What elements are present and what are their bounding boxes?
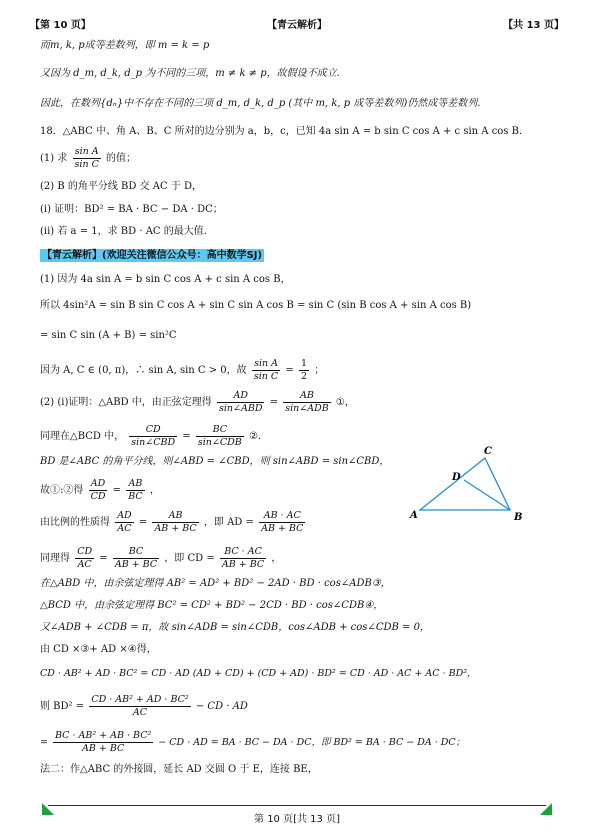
text: △BCD 中，由余弦定理得 BC² = CD² + BD² − 2CD · BD · cos∠CDB [40,600,365,611]
text: ， [380,578,391,589]
page-footer: 第 10 页[共 13 页] [254,814,340,825]
numerator: BC · AC [220,546,266,559]
text: ； [314,365,325,376]
triangle-figure [410,440,535,530]
text: − CD · AD [195,701,248,712]
fraction [73,146,101,171]
numerator: AB · AC [259,510,305,523]
fraction [89,694,190,719]
denominator: 2 [300,371,307,382]
fraction [129,424,177,449]
fraction [259,510,305,535]
text: = [112,485,122,496]
numerator: AD [89,478,108,491]
numerator: AB [152,510,198,523]
fraction [217,390,264,415]
text: = [269,397,279,408]
denominator: sin∠CBD [131,437,176,448]
fraction [115,510,133,535]
solution-line [40,390,355,415]
text: ， [344,397,355,408]
text: 则 BD² = [40,701,85,712]
text: ，即 AD = [203,517,254,528]
text: = [99,553,108,564]
numerator: AD [217,390,264,403]
numerator: CD [77,546,93,557]
text: = [138,517,148,528]
solution-line [40,644,157,656]
denominator: AB + BC [221,559,265,570]
numerator: sin A [252,358,280,371]
solution-line [40,424,261,449]
solution-line [40,478,160,503]
fraction [152,510,198,535]
denominator: AC [77,559,92,570]
text: 由 CD × [40,644,81,655]
denominator: CD [90,491,106,502]
numerator: AB [126,478,144,491]
circled-number: ① [335,397,345,408]
denominator: AB + BC [114,559,158,570]
label-c: C [484,446,492,457]
label-b: B [514,512,523,523]
solution-line [40,358,324,383]
solution-line [40,510,307,535]
circled-number: ③ [371,578,381,589]
text: ，即 CD = [164,553,215,564]
label-a: A [410,510,418,521]
numerator: BC · AB² + AB · BC² [55,730,152,741]
circled-number: ④ [364,600,374,611]
fraction [126,478,144,503]
solution-line: BD 是∠ABC 的角平分线，则∠ABD = ∠CBD，则 sin∠ABD = sin∠CBD， [40,456,390,467]
solution-line: 法二：作△ABC 的外接圆，延长 AD 交圆 O 于 E，连接 BE， [40,764,318,775]
text: . [257,431,262,442]
numerator: AB [283,390,330,403]
fraction [53,730,153,755]
numerator: BC [196,424,244,437]
text: 同理得 [40,553,70,564]
numerator: AD [117,510,132,521]
denominator: sin C [74,159,99,170]
solution-line: = sin C sin (A + B) = sin²C [40,330,177,341]
denominator: sin C [253,371,279,382]
header-center: 【青云解析】 [267,20,327,31]
text: ， [373,600,384,611]
header-right: 【共 13 页】 [503,20,564,31]
question-18: 18．△ABC 中、角 A、B、C 所对的边分别为 a，b，c，已知 4a sin A = b sin C cos A + c sin A cos B． [40,126,529,137]
solution-line: (1) 因为 4a sin A = b sin C cos A + c sin A cos B， [40,274,291,285]
page-header [30,16,564,32]
text-line: 又因为 d_m, d_k, d_p 为不同的三项，m ≠ k ≠ p，故假设不成立. [40,68,340,79]
denominator: AC [117,523,132,534]
text: 同理在△BCD 中， [40,431,125,442]
text: 得 [73,485,84,496]
denominator: sin∠ABD [219,403,263,414]
denominator: AB + BC [261,523,304,534]
solution-line [40,578,391,590]
solution-line [40,600,383,612]
text: 的值； [106,153,137,164]
text: ， [271,553,282,564]
numerator: CD [129,424,177,437]
solution-line: CD · AB² + AD · BC² = CD · AD (AD + CD) + (CD + AD) · BD² = CD · AD · AC + AC · BD²， [40,668,477,679]
text: = [182,431,191,442]
fraction [75,546,94,571]
text: ， [149,485,160,496]
denominator: sin∠ADB [285,403,329,414]
fraction [89,478,108,503]
circled-number: ④ [127,644,137,655]
circled-number: ① [50,485,60,496]
question-18-part2i: (i) 证明：BD² = BA · BC − DA · DC； [40,204,223,215]
text: 由比例的性质得 [40,517,110,528]
text: 因为 A, C ∈ (0, π)，∴ sin A, sin C > 0，故 [40,365,247,376]
fraction [220,546,266,571]
banner-text: 【青云解析】(欢迎关注微信公众号：高中数学SJ) [42,250,263,261]
solution-line: 所以 4sin²A = sin B sin C cos A + sin C sin A cos B = sin C (sin B cos A + sin A cos B) [40,300,472,311]
text: (2) (i)证明：△ABD 中，由正弦定理得 [40,397,212,408]
numerator: sin A [73,146,101,159]
text: = [285,365,294,376]
numerator: CD · AB² + AD · BC² [91,694,189,705]
circled-number: ② [63,485,74,496]
fraction [252,358,280,383]
triangle-abc [420,458,510,510]
header-left: 【第 10 页】 [30,20,91,31]
analysis-banner [40,250,264,262]
fraction [299,358,309,383]
text: : [60,485,64,496]
numerator: BC [113,546,159,559]
circled-number: ③ [80,644,90,655]
footer-divider [48,805,546,806]
question-18-part1 [40,146,136,171]
solution-line [40,694,248,719]
text: = [40,737,48,748]
denominator: AB + BC [82,743,125,754]
denominator: AB + BC [154,523,197,534]
fraction [283,390,330,415]
text: + AD × [89,644,128,655]
fraction [113,546,159,571]
text-line: 而m, k, p成等差数列，即 m = k = p [40,40,210,51]
solution-line [40,546,281,571]
numerator: 1 [300,358,307,369]
denominator: AC [132,707,148,718]
text: (1) 求 [40,153,68,164]
text: 得， [136,644,157,655]
denominator: BC [128,491,143,502]
question-18-part2ii: (ii) 若 a = 1，求 BD · AC 的最大值. [40,226,207,237]
solution-line: 又∠ADB + ∠CDB = π，故 sin∠ADB = sin∠CDB，cos∠ADB + cos∠CDB = 0， [40,622,430,633]
question-18-part2: (2) B 的角平分线 BD 交 AC 于 D， [40,181,203,192]
text: − CD · AD = BA · BC − DA · DC，即 BD² = BA · BC − DA · DC； [158,737,466,748]
fraction [196,424,244,449]
circled-number: ② [248,431,258,442]
solution-line [40,730,465,755]
denominator: sin∠CDB [197,437,242,448]
text-line: 因此，在数列{dₙ}中不存在不同的三项 d_m, d_k, d_p (其中 m, k, p 成等差数列)仍然成等差数列. [40,98,481,109]
text: 故 [40,485,50,496]
text: 在△ABD 中，由余弦定理得 AB² = AD² + BD² − 2AD · BD · cos∠ADB [40,578,372,589]
label-d: D [452,472,461,483]
